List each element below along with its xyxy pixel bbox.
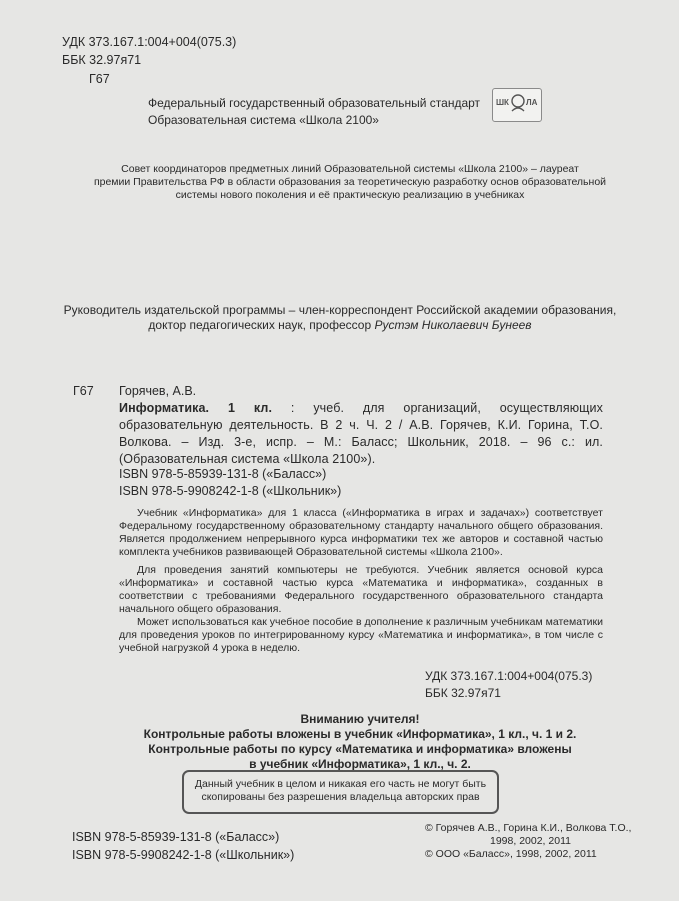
copyright-years: 1998, 2002, 2011 <box>490 835 571 847</box>
isbn-balass: ISBN 978-5-85939-131-8 («Баласс») <box>119 467 327 481</box>
copyright-warning-box <box>182 770 499 814</box>
council-line: Совет координаторов предметных линий Образовательной системы «Школа 2100» – лауреат <box>121 163 579 175</box>
council-note <box>60 163 640 202</box>
annotation <box>119 507 603 655</box>
warning-line: скопированы без разрешения владельца авторских прав <box>201 791 480 803</box>
isbn-shkolnik-bottom: ISBN 978-5-9908242-1-8 («Школьник») <box>72 848 295 862</box>
school-2100-logo <box>492 88 542 122</box>
isbn-shkolnik: ISBN 978-5-9908242-1-8 («Школьник») <box>119 484 342 498</box>
author-mark: Г67 <box>89 72 110 86</box>
udk-code-repeat: УДК 373.167.1:004+004(075.3) <box>425 669 593 683</box>
warning-line: Данный учебник в целом и никакая его часть не могут быть <box>194 778 487 790</box>
annotation-paragraph: Может использоваться как учебное пособие в дополнение к различным учебникам математики для проведения уроков по интегрированному курсу «Математика и информатика», в том числе с учебной нагрузкой 4 урока в неделю. <box>119 616 603 654</box>
annotation-paragraph: Для проведения занятий компьютеры не требуются. Учебник является основой курса «Информатика» и составной частью курса «Математика и информатика», созданных в соответствии с требованиями Федерального государственного образовательного стандарта начального общего образования. <box>119 564 603 615</box>
council-line: системы нового поколения и её практическую реализацию в учебниках <box>175 189 525 201</box>
standard-line-2: Образовательная система «Школа 2100» <box>148 113 379 127</box>
director-line-1: Руководитель издательской программы – член-корреспондент Российской академии образования, <box>63 303 617 317</box>
standard-line-1: Федеральный государственный образовательный стандарт <box>148 96 481 110</box>
biblio-details: : учеб. для организаций, осуществляющих образовательную деятельность. В 2 ч. Ч. 2 / А.В. Горячев, К.И. Горина, Т.О. Волкова. – Изд. 3-е, испр. – М.: Баласс; Школьник, 2018. – 96 с.: ил. (Образовательная система «Школа 2100»). <box>119 401 603 466</box>
director-name: Рустэм Николаевич Бунеев <box>374 318 532 332</box>
notice-line: в учебник «Информатика», 1 кл., ч. 2. <box>249 757 471 771</box>
copyright-publisher: © ООО «Баласс», 1998, 2002, 2011 <box>425 848 597 860</box>
book-title: Информатика. 1 кл. <box>119 401 273 415</box>
logo-text-right: ЛА <box>526 98 538 107</box>
copyright-authors: © Горячев А.В., Горина К.И., Волкова Т.О., <box>425 822 632 834</box>
logo-text-left: ШК <box>496 98 509 107</box>
annotation-paragraph: Учебник «Информатика» для 1 класса («Информатика в играх и задачах») соответствует Федеральному государственному образовательному стандарту начального общего образования. Является продолжением непрерывного курса информатики тех же авторов и составной частью комплекта учебников развивающей Образовательной системы «Школа 2100». <box>119 507 603 558</box>
notice-heading: Вниманию учителя! <box>300 712 420 726</box>
bbk-code: ББК 32.97я71 <box>62 53 142 67</box>
director-line-2: доктор педагогических наук, профессор Рустэм Николаевич Бунеев <box>148 318 532 332</box>
udk-code: УДК 373.167.1:004+004(075.3) <box>62 35 237 49</box>
bbk-code-repeat: ББК 32.97я71 <box>425 686 501 700</box>
biblio-code: Г67 <box>73 384 94 398</box>
biblio-description <box>119 400 603 468</box>
program-director <box>30 303 650 333</box>
council-line: премии Правительства РФ в области образования за теоретическую разработку основ образовательной <box>93 176 607 188</box>
isbn-balass-bottom: ISBN 978-5-85939-131-8 («Баласс») <box>72 830 280 844</box>
logo-figure-icon <box>509 93 527 115</box>
teacher-notice <box>100 712 620 772</box>
notice-line: Контрольные работы вложены в учебник «Информатика», 1 кл., ч. 1 и 2. <box>143 727 577 741</box>
notice-line: Контрольные работы по курсу «Математика и информатика» вложены <box>148 742 572 756</box>
biblio-author: Горячев, А.В. <box>119 384 197 398</box>
